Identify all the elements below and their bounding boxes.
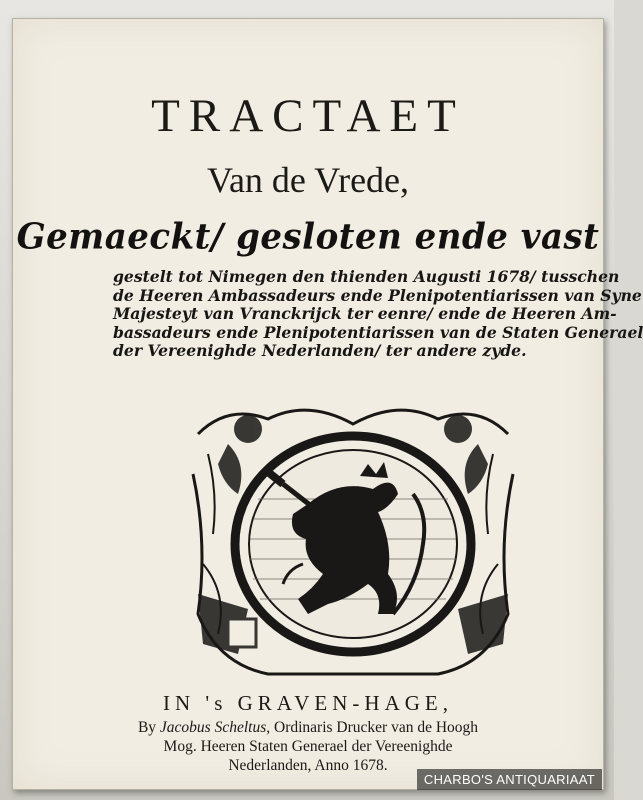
document-title: TRACTAET (151, 90, 465, 142)
body-line: Majesteyt van Vranckrijck ter eenre/ ende de Heeren Am- (113, 304, 617, 323)
woodcut-lion-emblem (188, 394, 518, 679)
watermark-label: CHARBO'S ANTIQUARIAAT (417, 769, 602, 790)
imprint-line-1-rest: , Ordinaris Drucker van de Hoogh (266, 719, 479, 736)
imprint-city: IN 's GRAVEN-HAGE, (163, 691, 453, 715)
body-line: de Heeren Ambassadeurs ende Plenipotentiarissen van Syne (113, 285, 642, 305)
document-subtitle: Van de Vrede, (206, 160, 410, 200)
imprint-printer: Jacobus Scheltus (159, 719, 267, 736)
imprint-line-1 (13, 718, 603, 737)
blackletter-heading: Gemaeckt/ gesloten ende vast (16, 216, 600, 258)
document-page (12, 18, 643, 790)
imprint-line-3: Nederlanden, Anno 1678. (228, 757, 388, 774)
imprint-by: By (137, 719, 157, 736)
body-line: der Vereenighde Nederlanden/ ter andere zyde. (113, 341, 527, 360)
imprint-line-2: Mog. Heeren Staten Generael der Vereenighde (163, 738, 453, 755)
title-body-text (113, 267, 643, 361)
body-line: gestelt tot Nimegen den thienden Augusti 1678/ tusschen (113, 267, 620, 286)
body-line: bassadeurs ende Plenipotentiarissen van de Staten Generael (113, 322, 643, 342)
imprint-block (13, 691, 603, 775)
